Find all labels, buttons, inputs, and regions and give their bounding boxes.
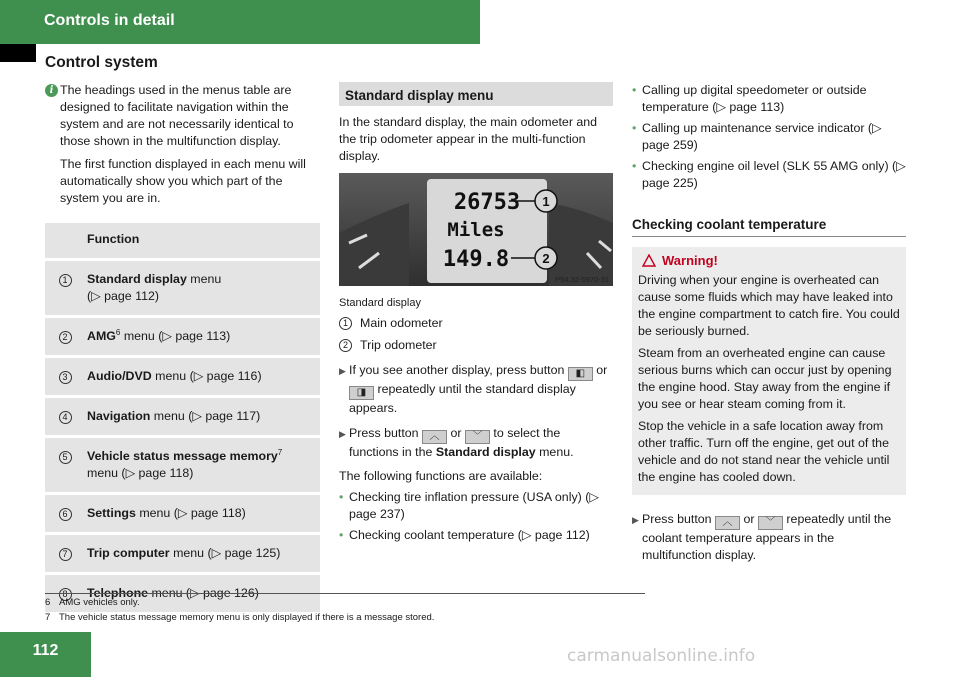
footnote: 7 The vehicle status message memory menu is only displayed if there is a message stored. [45, 612, 435, 623]
warning-title: Warning! [638, 252, 901, 269]
list-item: • Checking coolant temperature (▷ page 112) [339, 528, 590, 542]
column-right [632, 82, 906, 564]
table-header-function: Function [85, 223, 320, 261]
legend-item: 1 Main odometer [339, 315, 613, 332]
warning-paragraph-3: Stop the vehicle in a safe location away from other traffic. Turn off the engine, get out of the vehicle and do not stand near the vehicle until the engine has cooled down. [638, 419, 890, 484]
footnote-ref: 6 [115, 327, 121, 337]
callout-1: 1 [542, 194, 550, 209]
callout-2: 2 [542, 251, 550, 266]
down-button-icon: ﹀ [465, 430, 490, 444]
menu-back-button-icon: ◧ [568, 367, 593, 381]
display-odometer: 26753 [453, 190, 521, 215]
row-number: 7 [59, 548, 72, 561]
row-number: 4 [59, 411, 72, 424]
instruction-step: ▶ If you see another display, press button ◧ or ◨ repeatedly until the standard display appears. [339, 363, 608, 415]
row-number: 3 [59, 371, 72, 384]
footnotes [45, 593, 645, 625]
warning-box [632, 247, 906, 495]
table-row: 7 Trip computer menu (▷ page 125) [45, 535, 320, 575]
display-trip: 149.8 [442, 247, 510, 272]
bullet-icon: • [632, 159, 637, 173]
warning-paragraph-2: Steam from an overheated engine can cause serious burns which can occur just by opening the engine hood. Stay away from the engine if you see or hear steam coming from it. [638, 346, 892, 411]
info-note [45, 82, 323, 213]
warning-paragraph-1: Driving when your engine is overheated can cause some fluids which may have leaked into the engine compartment to catch fire. You could be seriously burned. [638, 273, 900, 338]
standard-display-heading: Standard display menu [339, 82, 613, 106]
list-item: • Calling up maintenance service indicator (▷ page 259) [632, 121, 882, 152]
column-left [45, 82, 323, 615]
table-row: 8 Telephone menu (▷ page 126) [45, 575, 320, 615]
figure-code: P54.32-5970-31 [555, 275, 609, 284]
up-button-icon: ︿ [422, 430, 447, 444]
table-row: 1 Standard display menu (▷ page 112) [45, 261, 320, 318]
table-row: 2 AMG$^6$ menu (▷ page 113) [45, 318, 320, 358]
up-button-icon: ︿ [715, 516, 740, 530]
instruction-step: ▶ Press button ︿ or ﹀ repeatedly until the coolant temperature appears in the multifunction display. [632, 512, 892, 562]
info-paragraph-1: The headings used in the menus table are designed to facilitate navigation within the system and are not necessarily identical to those shown in the multifunction display. [60, 83, 294, 148]
standard-display-intro: In the standard display, the main odometer and the trip odometer appear in the multi-function display. [339, 115, 598, 163]
bullet-icon: • [632, 121, 637, 135]
down-button-icon: ﹀ [758, 516, 783, 530]
table-row: 4 Navigation menu (▷ page 117) [45, 398, 320, 438]
step-arrow-icon: ▶ [339, 366, 346, 376]
bullet-icon: • [632, 83, 637, 97]
table-row: 3 Audio/DVD menu (▷ page 116) [45, 358, 320, 398]
info-paragraph-2: The first function displayed in each menu will automatically show you which part of the system you are in. [60, 157, 306, 205]
legend-item: 2 Trip odometer [339, 337, 613, 354]
row-number: 5 [59, 451, 72, 464]
row-number: 6 [59, 508, 72, 521]
chapter-title: Controls in detail [44, 12, 175, 29]
row-number: 2 [59, 331, 72, 344]
footnote: 6 AMG vehicles only. [45, 597, 140, 608]
legend-number: 1 [339, 317, 352, 330]
row-number: 1 [59, 274, 72, 287]
table-row: 5 Vehicle status message memory$^7$ menu (▷ page 118) [45, 438, 320, 495]
row-number: 8 [59, 588, 72, 601]
available-functions-label: The following functions are available: [339, 469, 543, 483]
section-title: Control system [45, 54, 158, 71]
menu-forward-button-icon: ◨ [349, 386, 374, 400]
instruction-step: ▶ Press button ︿ or ﹀ to select the functions in the Standard display menu. [339, 426, 574, 459]
table-row: 6 Settings menu (▷ page 118) [45, 495, 320, 535]
list-item: • Checking engine oil level (SLK 55 AMG only) (▷ page 225) [632, 159, 906, 190]
column-middle [339, 82, 613, 544]
figure-caption: Standard display [339, 297, 421, 309]
warning-triangle-icon [642, 254, 656, 267]
step-arrow-icon: ▶ [632, 515, 639, 525]
table-header-row [45, 223, 320, 261]
legend-number: 2 [339, 339, 352, 352]
cluster-display-illustration [339, 173, 613, 286]
chapter-header-bar [0, 0, 480, 44]
info-icon: i [45, 84, 58, 97]
section-marker [0, 44, 36, 62]
menu-function-table [45, 223, 320, 615]
list-item: • Checking tire inflation pressure (USA only) (▷ page 237) [339, 490, 599, 521]
coolant-heading: Checking coolant temperature [632, 216, 906, 237]
standard-display-image [339, 173, 613, 286]
step-arrow-icon: ▶ [339, 429, 346, 439]
list-item: • Calling up digital speedometer or outside temperature (▷ page 113) [632, 83, 867, 114]
display-unit: Miles [447, 219, 505, 241]
bullet-icon: • [339, 528, 344, 542]
page-number: 112 [0, 632, 91, 677]
watermark: carmanualsonline.info [567, 646, 756, 666]
bullet-icon: • [339, 490, 344, 504]
footnote-ref: 7 [277, 447, 283, 457]
